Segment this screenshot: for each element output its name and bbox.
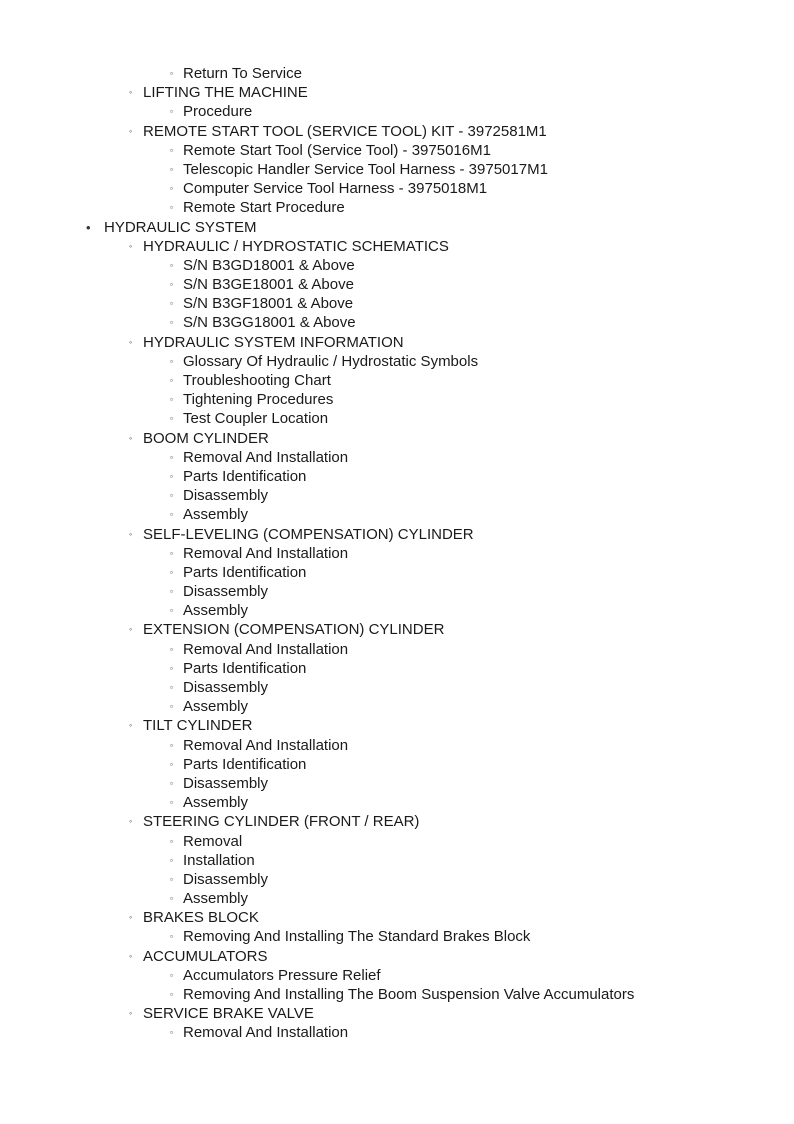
bullet-icon: ▫: [170, 894, 173, 904]
toc-item-level-3: [0, 544, 794, 563]
toc-item-text: EXTENSION (COMPENSATION) CYLINDER: [143, 621, 445, 639]
toc-item-text: Tightening Procedures: [183, 391, 334, 409]
toc-item-level-3: [0, 793, 794, 812]
toc-item-level-2: [0, 525, 794, 544]
toc-item-text: REMOTE START TOOL (SERVICE TOOL) KIT - 3972581M1: [143, 122, 547, 140]
toc-item-text: Computer Service Tool Harness - 3975018M1: [183, 180, 488, 198]
toc-item-level-3: [0, 640, 794, 659]
bullet-icon: ◦: [129, 950, 133, 961]
bullet-icon: ▫: [170, 318, 173, 328]
toc-item-text: Assembly: [183, 506, 249, 524]
toc-item-text: Telescopic Handler Service Tool Harness - 3975017M1: [183, 160, 548, 178]
bullet-icon: ▫: [170, 548, 173, 558]
toc-item-level-2: [0, 812, 794, 831]
toc-item-level-3: [0, 927, 794, 946]
toc-item-level-3: [0, 601, 794, 620]
bullet-icon: ▫: [170, 107, 173, 117]
toc-item-level-3: [0, 294, 794, 313]
bullet-icon: ▫: [170, 414, 173, 424]
toc-item-text: SELF-LEVELING (COMPENSATION) CYLINDER: [143, 525, 474, 543]
toc-item-text: Troubleshooting Chart: [183, 372, 331, 389]
toc-item-text: ACCUMULATORS: [143, 947, 268, 965]
bullet-icon: ▫: [170, 395, 173, 405]
bullet-icon: ◦: [129, 528, 133, 539]
bullet-icon: ▫: [170, 203, 173, 213]
toc-item-text: Parts Identification: [183, 659, 307, 677]
bullet-icon: ▫: [170, 836, 173, 846]
toc-item-level-3: [0, 678, 794, 697]
bullet-icon: ◦: [129, 125, 133, 136]
bullet-icon: ◦: [129, 816, 133, 827]
toc-item-level-3: [0, 102, 794, 121]
toc-item-text: Disassembly: [183, 870, 269, 888]
toc-item-level-2: [0, 716, 794, 735]
toc-item-level-3: [0, 697, 794, 716]
bullet-icon: ◦: [129, 87, 133, 98]
toc-item-level-2: [0, 1004, 794, 1023]
toc-item-text: Glossary Of Hydraulic / Hydrostatic Symbols: [183, 352, 479, 370]
toc-item-text: Remote Start Tool (Service Tool) - 3975016M1: [183, 141, 491, 159]
bullet-icon: ◦: [129, 720, 133, 731]
toc-item-level-3: [0, 851, 794, 870]
toc-item-level-2: [0, 83, 794, 102]
toc-item-level-3: [0, 582, 794, 601]
toc-item-text: Removal: [183, 832, 243, 850]
toc-item-text: Assembly: [183, 890, 249, 908]
bullet-icon: ▫: [170, 644, 173, 654]
toc-item-text: S/N B3GE18001 & Above: [183, 276, 354, 294]
toc-item-level-3: [0, 889, 794, 908]
toc-item-level-2: [0, 947, 794, 966]
bullet-icon: ▫: [170, 356, 173, 366]
toc-item-text: LIFTING THE MACHINE: [143, 84, 308, 102]
bullet-icon: ◦: [129, 432, 133, 443]
toc-item-text: Removal And Installation: [183, 736, 349, 754]
toc-item-text: Parts Identification: [183, 563, 307, 581]
toc-item-text: S/N B3GF18001 & Above: [183, 295, 354, 313]
toc-item-level-3: [0, 774, 794, 793]
toc-item-level-3: [0, 985, 794, 1004]
toc-item-text: Disassembly: [183, 774, 269, 792]
toc-item-text: Assembly: [183, 794, 249, 812]
toc-item-level-2: [0, 620, 794, 639]
toc-item-level-3: [0, 486, 794, 505]
toc-item-level-3: [0, 198, 794, 217]
bullet-icon: ▫: [170, 299, 173, 309]
toc-item-text: SERVICE BRAKE VALVE: [143, 1005, 314, 1023]
bullet-icon: ◦: [129, 912, 133, 923]
toc-item-text: Procedure: [183, 103, 253, 121]
bullet-icon: ◦: [129, 624, 133, 635]
toc-item-level-3: [0, 659, 794, 678]
toc-item-level-3: [0, 313, 794, 332]
toc-item-level-3: [0, 390, 794, 409]
toc-item-text: Installation: [183, 851, 255, 869]
toc-item-level-3: [0, 870, 794, 889]
bullet-icon: ▫: [170, 376, 173, 385]
toc-item-level-3: [0, 832, 794, 851]
toc-item-level-3: [0, 467, 794, 486]
toc-item-text: Removing And Installing The Standard Brakes Block: [183, 928, 531, 946]
toc-item-text: S/N B3GG18001 & Above: [183, 314, 356, 332]
toc-item-text: Return To Service: [183, 65, 302, 82]
toc-item-level-3: [0, 563, 794, 582]
toc-item-level-3: [0, 64, 794, 83]
bullet-icon: ▫: [170, 510, 173, 520]
toc-item-level-3: [0, 256, 794, 275]
bullet-icon: ▫: [170, 663, 173, 673]
bullet-icon: ▫: [170, 471, 173, 481]
table-of-contents: [0, 64, 794, 1043]
toc-item-level-3: [0, 966, 794, 985]
toc-item-level-3: [0, 352, 794, 371]
toc-item-text: Disassembly: [183, 487, 269, 505]
toc-item-level-3: [0, 371, 794, 390]
toc-item-level-2: [0, 237, 794, 256]
toc-item-text: Disassembly: [183, 583, 269, 601]
toc-item-text: Parts Identification: [183, 755, 307, 773]
toc-item-text: HYDRAULIC SYSTEM INFORMATION: [143, 333, 404, 351]
toc-item-text: Disassembly: [183, 679, 269, 696]
toc-item-text: BOOM CYLINDER: [143, 429, 269, 447]
bullet-icon: ▫: [170, 567, 173, 577]
bullet-icon: ▫: [170, 164, 173, 174]
bullet-icon: ▫: [170, 759, 173, 769]
bullet-icon: ▫: [170, 184, 173, 194]
bullet-icon: ▫: [170, 452, 173, 462]
bullet-icon: ▫: [170, 970, 173, 980]
toc-item-text: STEERING CYLINDER (FRONT / REAR): [143, 813, 420, 831]
bullet-icon: ▫: [170, 491, 173, 501]
bullet-icon: ▫: [170, 874, 173, 884]
toc-item-text: Removal And Installation: [183, 448, 349, 466]
toc-item-text: Removal And Installation: [183, 640, 349, 658]
toc-item-text: TILT CYLINDER: [143, 717, 253, 735]
bullet-icon: ◦: [129, 336, 133, 347]
toc-item-text: Test Coupler Location: [183, 410, 329, 428]
toc-item-level-2: [0, 908, 794, 927]
toc-item-level-3: [0, 409, 794, 428]
toc-item-text: BRAKES BLOCK: [143, 909, 259, 927]
toc-item-level-3: [0, 505, 794, 524]
toc-item-level-3: [0, 736, 794, 755]
toc-item-text: Removing And Installing The Boom Suspension Valve Accumulators: [183, 986, 635, 1003]
toc-item-text: Assembly: [183, 602, 249, 620]
toc-item-level-2: [0, 122, 794, 141]
bullet-icon: ▫: [170, 260, 173, 270]
bullet-icon: ▫: [170, 990, 173, 999]
bullet-icon: ▫: [170, 683, 173, 692]
bullet-icon: ▫: [170, 606, 173, 616]
toc-item-level-2: [0, 333, 794, 352]
bullet-icon: ▫: [170, 587, 173, 597]
bullet-icon: ▫: [170, 855, 173, 865]
toc-item-text: S/N B3GD18001 & Above: [183, 256, 355, 274]
toc-item-text: Remote Start Procedure: [183, 199, 345, 217]
bullet-icon: ▫: [170, 798, 173, 808]
bullet-icon: ▫: [170, 932, 173, 942]
bullet-icon: ▫: [170, 280, 173, 290]
bullet-icon: ▫: [170, 702, 173, 712]
toc-item-text: Accumulators Pressure Relief: [183, 966, 381, 984]
bullet-icon: ◦: [129, 240, 133, 251]
toc-item-level-3: [0, 275, 794, 294]
toc-item-level-3: [0, 179, 794, 198]
bullet-icon: ▫: [170, 778, 173, 788]
toc-item-text: Parts Identification: [183, 467, 307, 485]
toc-item-level-1: [0, 218, 794, 237]
toc-item-level-3: [0, 141, 794, 160]
toc-item-level-2: [0, 429, 794, 448]
bullet-icon: ◦: [129, 1008, 133, 1019]
bullet-icon: ▫: [170, 145, 173, 155]
toc-item-level-3: [0, 755, 794, 774]
toc-item-text: Assembly: [183, 698, 249, 716]
toc-item-text: Removal And Installation: [183, 544, 349, 562]
bullet-icon: •: [86, 219, 91, 235]
bullet-icon: ▫: [170, 1028, 173, 1038]
toc-item-level-3: [0, 448, 794, 467]
toc-item-level-3: [0, 1023, 794, 1042]
bullet-icon: ▫: [170, 69, 173, 78]
toc-item-text: HYDRAULIC / HYDROSTATIC SCHEMATICS: [143, 237, 449, 255]
toc-item-text: Removal And Installation: [183, 1024, 349, 1042]
toc-item-text: HYDRAULIC SYSTEM: [104, 218, 257, 236]
toc-item-level-3: [0, 160, 794, 179]
bullet-icon: ▫: [170, 740, 173, 750]
